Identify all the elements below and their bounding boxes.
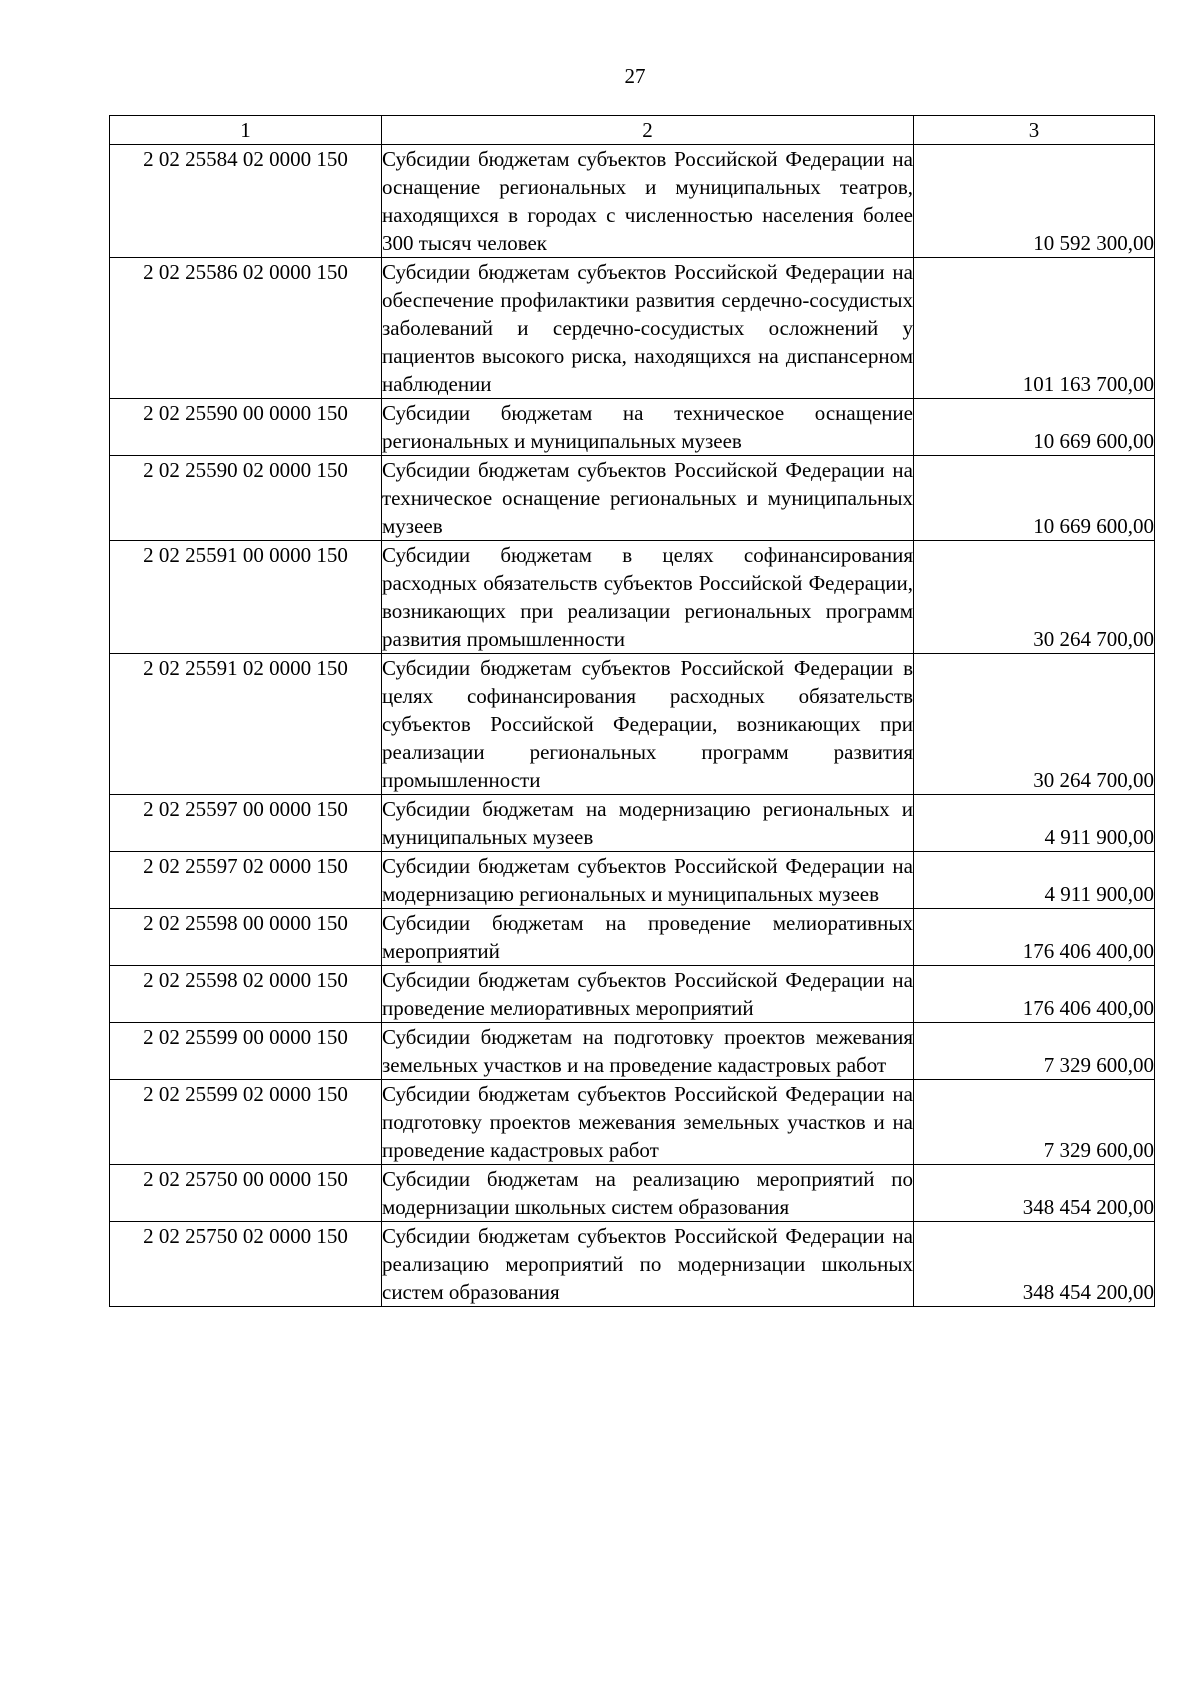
classification-code: 2 02 25598 00 0000 150 [110,909,382,966]
table-row [110,909,1155,966]
income-description: Субсидии бюджетам субъектов Российской Федерации на техническое оснащение региональных и муниципальных музеев [382,456,914,541]
income-description: Субсидии бюджетам на техническое оснащение региональных и муниципальных музеев [382,399,914,456]
income-description: Субсидии бюджетам на подготовку проектов межевания земельных участков и на проведение кадастровых работ [382,1023,914,1080]
table-header-row [110,116,1155,145]
amount-value: 30 264 700,00 [914,541,1155,654]
amount-value: 10 669 600,00 [914,399,1155,456]
table-row [110,399,1155,456]
table-row [110,1165,1155,1222]
classification-code: 2 02 25584 02 0000 150 [110,145,382,258]
table-row [110,795,1155,852]
income-description: Субсидии бюджетам в целях софинансирования расходных обязательств субъектов Российской Федерации, возникающих при реализации региональных программ развития промышленности [382,541,914,654]
table-row [110,258,1155,399]
classification-code: 2 02 25597 00 0000 150 [110,795,382,852]
income-description: Субсидии бюджетам субъектов Российской Федерации в целях софинансирования расходных обязательств субъектов Российской Федерации, возникающих при реализации региональных программ развития промышленности [382,654,914,795]
amount-value: 7 329 600,00 [914,1080,1155,1165]
amount-value: 348 454 200,00 [914,1222,1155,1307]
amount-value: 348 454 200,00 [914,1165,1155,1222]
income-description: Субсидии бюджетам на модернизацию региональных и муниципальных музеев [382,795,914,852]
classification-code: 2 02 25590 00 0000 150 [110,399,382,456]
income-description: Субсидии бюджетам на реализацию мероприятий по модернизации школьных систем образования [382,1165,914,1222]
amount-value: 10 669 600,00 [914,456,1155,541]
table-row [110,1080,1155,1165]
page-number: 27 [624,64,646,88]
income-description: Субсидии бюджетам субъектов Российской Федерации на модернизацию региональных и муниципальных музеев [382,852,914,909]
classification-code: 2 02 25597 02 0000 150 [110,852,382,909]
income-description: Субсидии бюджетам субъектов Российской Федерации на реализацию мероприятий по модернизации школьных систем образования [382,1222,914,1307]
classification-code: 2 02 25750 00 0000 150 [110,1165,382,1222]
income-description: Субсидии бюджетам субъектов Российской Федерации на оснащение региональных и муниципальных театров, находящихся в городах с численностью населения более 300 тысяч человек [382,145,914,258]
table-row [110,1023,1155,1080]
amount-value: 176 406 400,00 [914,966,1155,1023]
table-row [110,145,1155,258]
amount-value: 7 329 600,00 [914,1023,1155,1080]
amount-value: 30 264 700,00 [914,654,1155,795]
income-description: Субсидии бюджетам на проведение мелиоративных мероприятий [382,909,914,966]
income-description: Субсидии бюджетам субъектов Российской Федерации на подготовку проектов межевания земельных участков и на проведение кадастровых работ [382,1080,914,1165]
budget-table [109,115,1155,1307]
income-description: Субсидии бюджетам субъектов Российской Федерации на проведение мелиоративных мероприятий [382,966,914,1023]
classification-code: 2 02 25599 00 0000 150 [110,1023,382,1080]
table-row [110,852,1155,909]
amount-value: 4 911 900,00 [914,795,1155,852]
table-row [110,1222,1155,1307]
table-body [110,145,1155,1307]
amount-value: 101 163 700,00 [914,258,1155,399]
column-header-description: 2 [382,116,914,145]
amount-value: 10 592 300,00 [914,145,1155,258]
classification-code: 2 02 25750 02 0000 150 [110,1222,382,1307]
column-header-code: 1 [110,116,382,145]
column-header-amount: 3 [914,116,1155,145]
classification-code: 2 02 25591 02 0000 150 [110,654,382,795]
amount-value: 176 406 400,00 [914,909,1155,966]
classification-code: 2 02 25598 02 0000 150 [110,966,382,1023]
table-row [110,654,1155,795]
table-row [110,541,1155,654]
classification-code: 2 02 25591 00 0000 150 [110,541,382,654]
classification-code: 2 02 25599 02 0000 150 [110,1080,382,1165]
classification-code: 2 02 25590 02 0000 150 [110,456,382,541]
classification-code: 2 02 25586 02 0000 150 [110,258,382,399]
table-row [110,966,1155,1023]
amount-value: 4 911 900,00 [914,852,1155,909]
income-description: Субсидии бюджетам субъектов Российской Федерации на обеспечение профилактики развития сердечно-сосудистых заболеваний и сердечно-сосудистых осложнений у пациентов высокого риска, находящихся на диспансерном наблюдении [382,258,914,399]
table-row [110,456,1155,541]
